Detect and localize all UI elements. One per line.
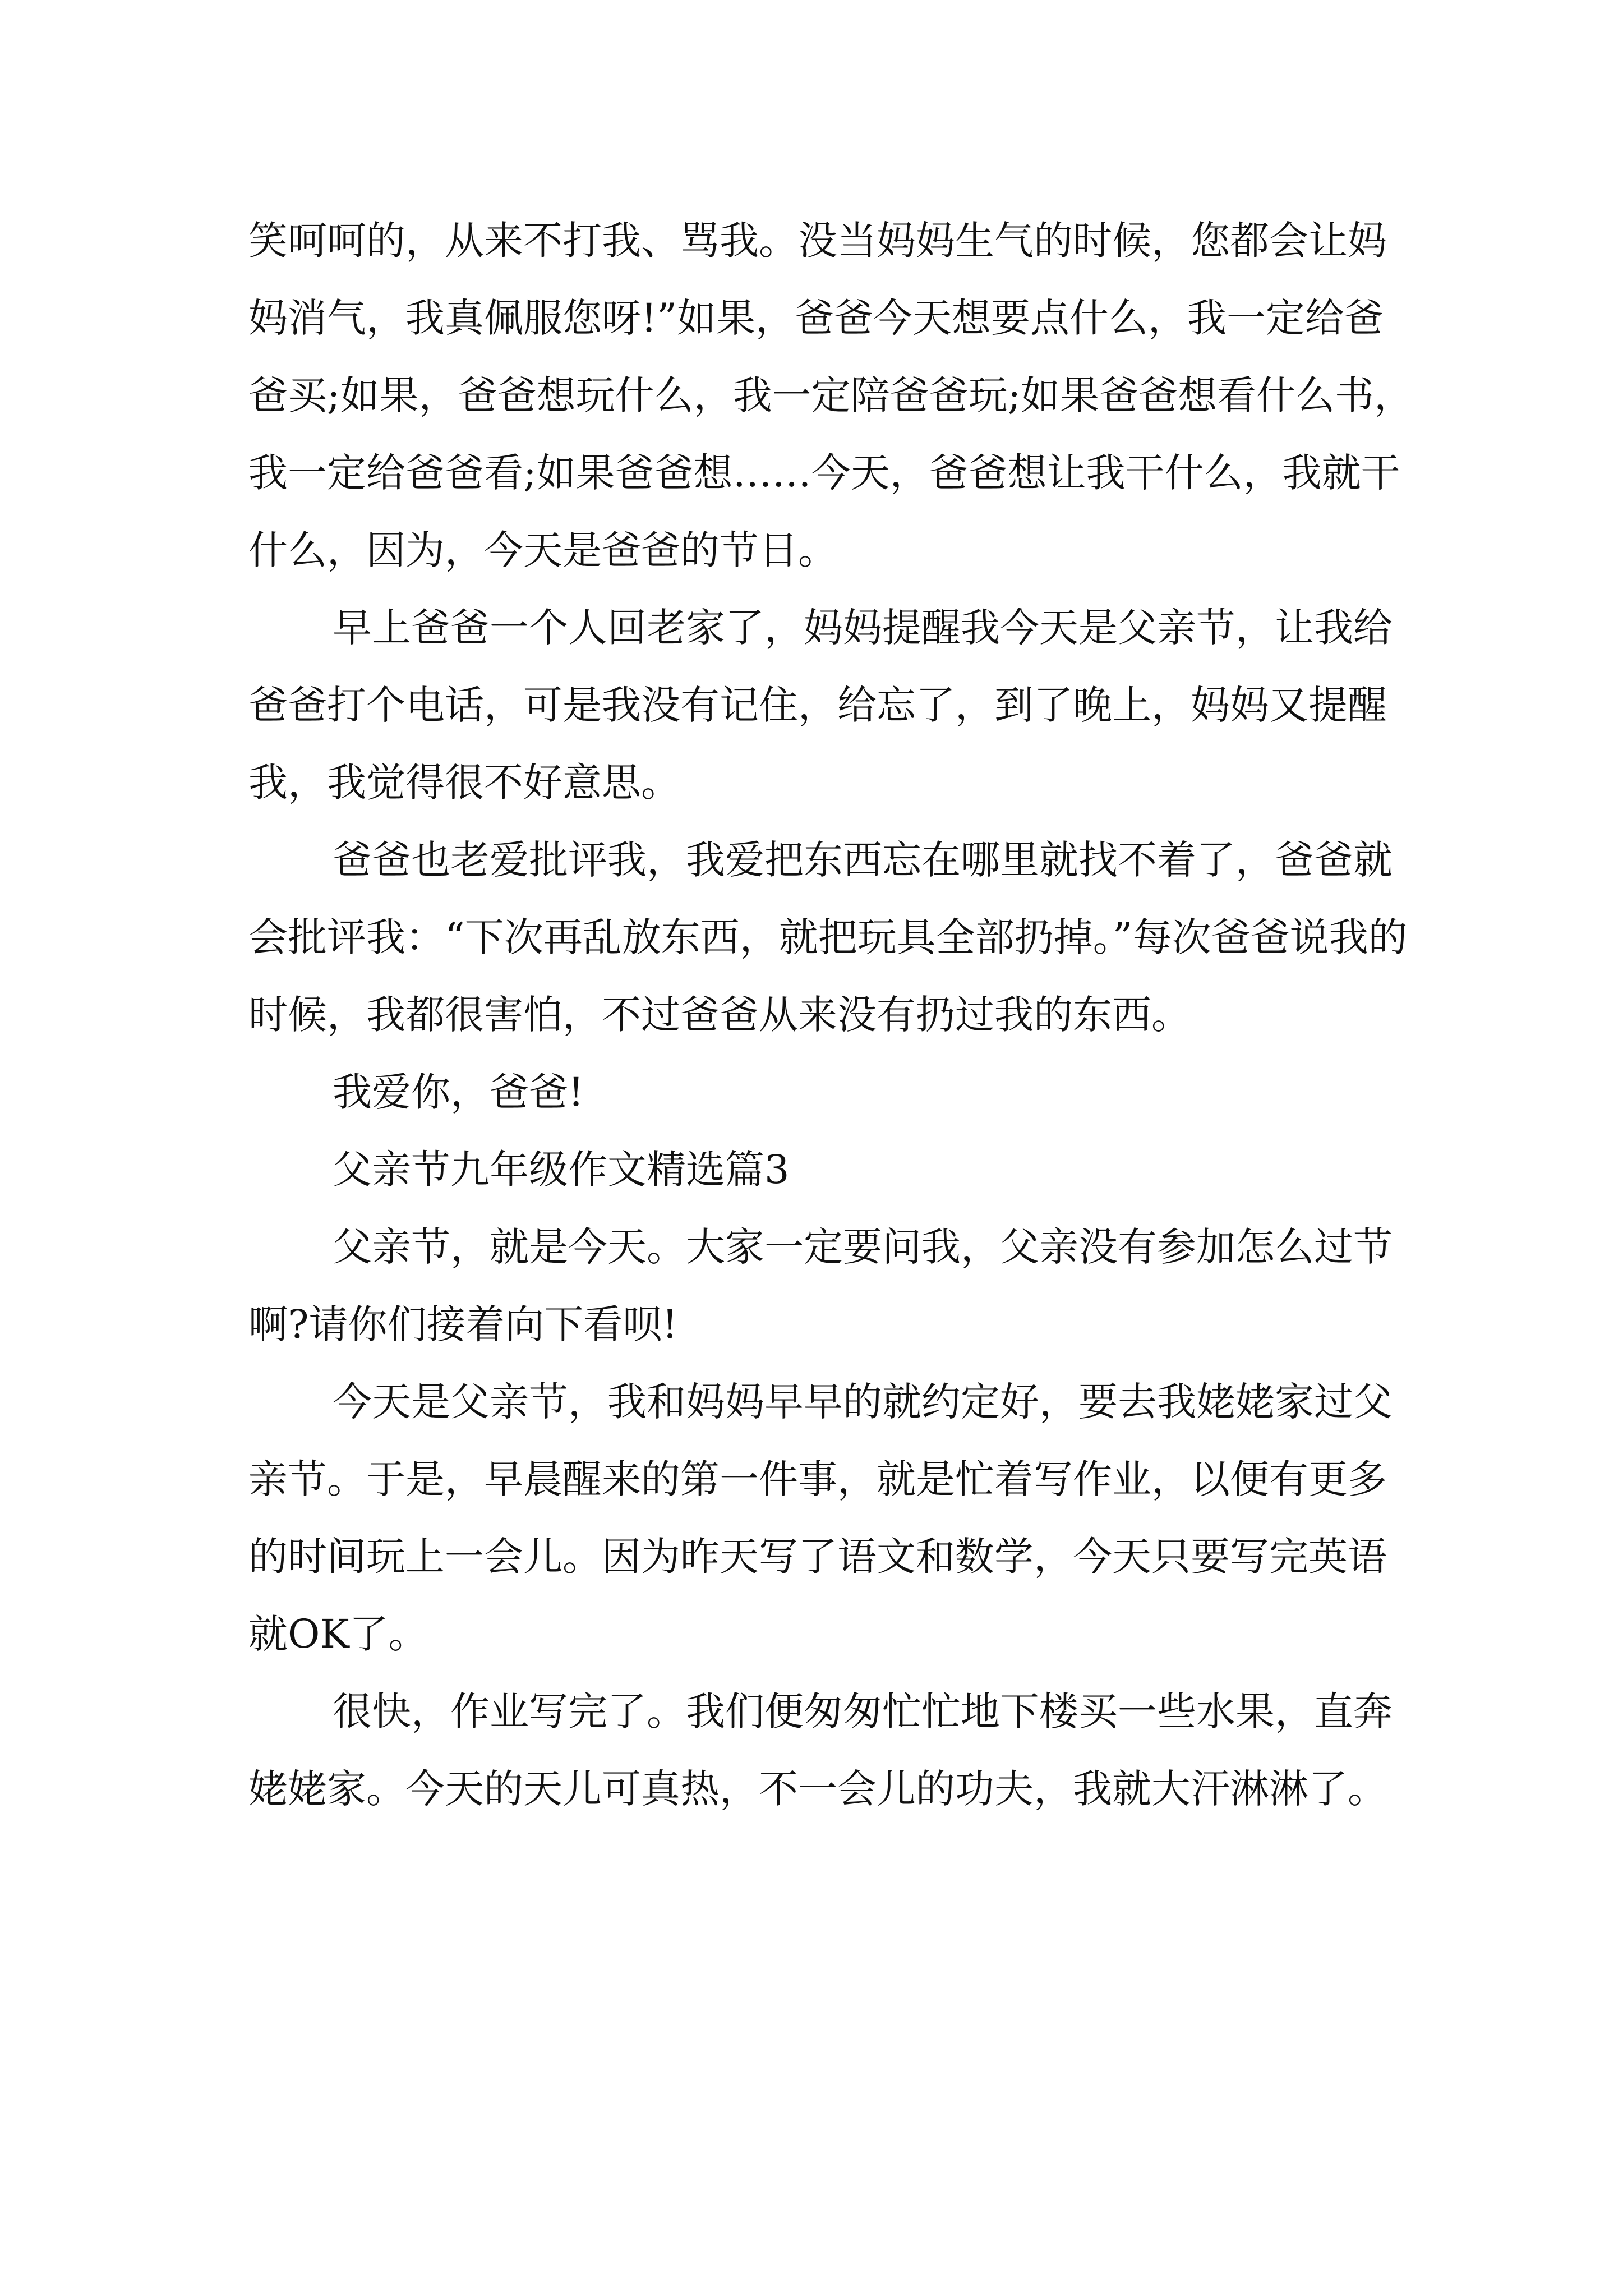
document-body	[248, 202, 1415, 1828]
section-heading: 父亲节九年级作文精选篇3	[333, 1147, 790, 1193]
paragraph-2: 早上爸爸一个人回老家了，妈妈提醒我今天是父亲节，让我给爸爸打个电话，可是我没有记住，给忘了，到了晚上，妈妈又提醒我，我觉得很不好意思。	[248, 605, 1393, 806]
paragraph-3: 爸爸也老爱批评我，我爱把东西忘在哪里就找不着了，爸爸就会批评我：“下次再乱放东西，就把玩具全部扔掉。”每次爸爸说我的时候，我都很害怕，不过爸爸从来没有扔过我的东西。	[248, 837, 1408, 1038]
paragraph-5: 父亲节，就是今天。大家一定要问我，父亲没有参加怎么过节啊?请你们接着向下看呗!	[248, 1224, 1393, 1347]
paragraph-6: 今天是父亲节，我和妈妈早早的就约定好，要去我姥姥家过父亲节。于是，早晨醒来的第一件事，就是忙着写作业，以便有更多的时间玩上一会儿。因为昨天写了语文和数学，今天只要写完英语就OK了。	[248, 1379, 1393, 1657]
paragraph-1: 笑呵呵的，从来不打我、骂我。没当妈妈生气的时候，您都会让妈妈消气，我真佩服您呀!”如果，爸爸今天想要点什么，我一定给爸爸买;如果，爸爸想玩什么，我一定陪爸爸玩;如果爸爸想看什么书，我一定给爸爸看;如果爸爸想……今天，爸爸想让我干什么，我就干什么，因为，今天是爸爸的节日。	[248, 218, 1414, 573]
paragraph-4: 我爱你，爸爸!	[333, 1069, 584, 1115]
paragraph-7: 很快，作业写完了。我们便匆匆忙忙地下楼买一些水果，直奔姥姥家。今天的天儿可真热，不一会儿的功夫，我就大汗淋淋了。	[248, 1688, 1393, 1812]
